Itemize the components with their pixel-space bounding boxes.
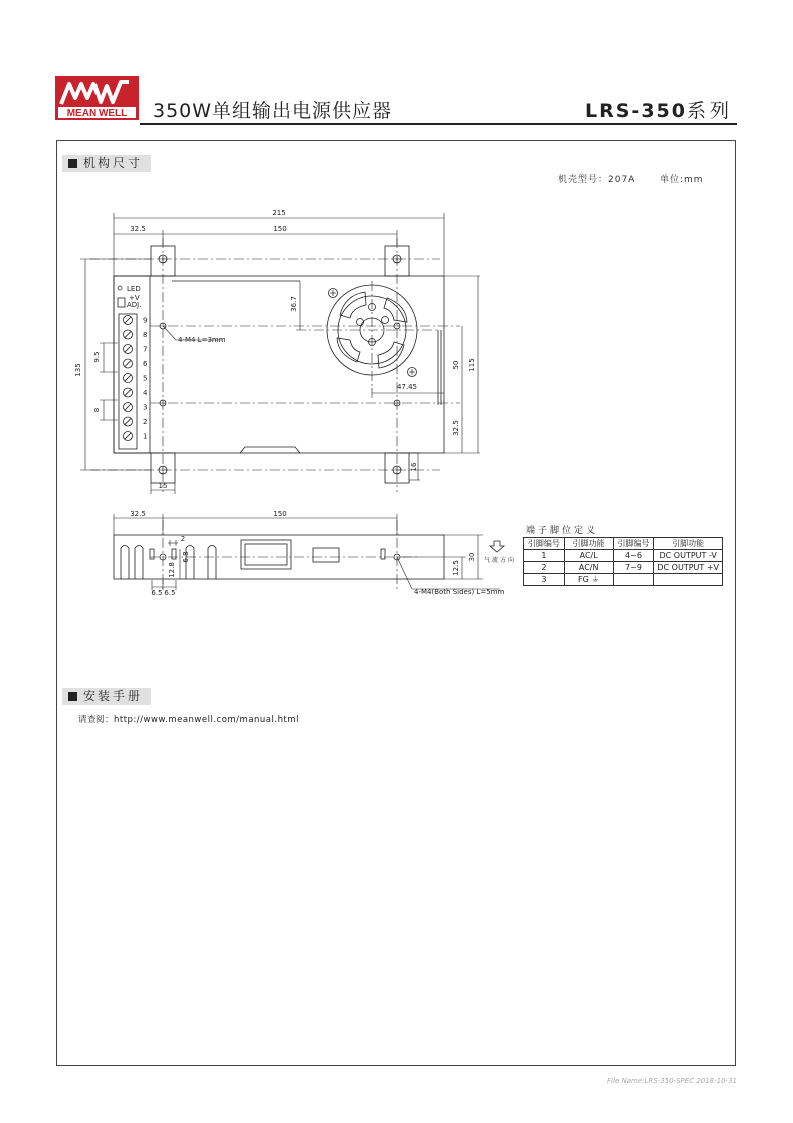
terminal-screw-slot [125, 433, 131, 439]
manual-link[interactable]: 请查阅：http://www.meanwell.com/manual.html [78, 715, 299, 725]
pin-header-3: 引脚编号 [613, 538, 654, 550]
dim-215: 215 [272, 209, 286, 217]
pin-cell: 2 [524, 562, 565, 574]
mounting-holes [159, 255, 401, 474]
terminal-number: 2 [143, 418, 148, 426]
airflow-arrow-icon [490, 541, 504, 552]
pin-cell: 3 [524, 574, 565, 586]
footer-file-name: File Name:LRS-350-SPEC 2018-10-31 [607, 1077, 737, 1085]
mean-well-logo [55, 76, 139, 120]
side-dim-6-5-b: 6.5 [164, 589, 176, 597]
dim-47-45: 47.45 [396, 383, 418, 391]
dim-36-7: 36.7 [290, 296, 298, 312]
led-label: LED [127, 285, 141, 293]
screw-note-top: 4-M4 L=3mm [178, 336, 226, 344]
terminal-screw-slot [125, 390, 131, 396]
fan-screw-crosses [330, 290, 415, 375]
plus-v-label: +V [129, 294, 140, 302]
section-dimensions-title: 机构尺寸 [83, 156, 144, 170]
section-manual-title: 安装手册 [83, 689, 144, 703]
dim-115: 115 [468, 358, 476, 372]
dim-8: 8 [93, 407, 101, 413]
pin-table [523, 537, 723, 586]
terminal-screw-slot [125, 404, 131, 410]
dim-16: 16 [410, 462, 418, 472]
pin-cell: DC OUTPUT -V [654, 550, 723, 562]
section-manual-header [62, 688, 151, 705]
terminal-number: 3 [143, 403, 148, 412]
mean-well-logo-graphic [55, 76, 139, 120]
terminal-screw-slot [125, 361, 131, 367]
series-model: LRS-350 [585, 100, 687, 122]
terminal-number: 1 [143, 432, 148, 441]
series-title [585, 96, 733, 123]
side-dim-6-8: 6.8 [182, 551, 190, 563]
side-dim-2: 2 [180, 535, 186, 543]
terminal-number: 8 [143, 331, 148, 339]
dim-32-5-right: 32.5 [452, 420, 460, 436]
pin-cell [613, 574, 654, 586]
terminal-number: 7 [143, 345, 148, 354]
terminal-screw-slot [125, 332, 131, 338]
side-view-drawing [60, 505, 530, 605]
pin-cell: AC/L [564, 550, 613, 562]
pin-cell: 7~9 [613, 562, 654, 574]
pin-cell [654, 574, 723, 586]
unit-label: 单位:mm [660, 175, 704, 185]
dim-150-top: 150 [273, 225, 287, 233]
dim-32-5-top: 32.5 [130, 225, 146, 233]
terminal-number: 5 [143, 374, 148, 383]
pin-table-header-row [524, 538, 723, 550]
section-square-icon [68, 692, 77, 701]
led-indicator [118, 286, 122, 290]
dim-15: 15 [158, 482, 168, 490]
pin-table-title: 端子脚位定义 [526, 526, 599, 536]
terminal-number: 6 [143, 360, 148, 368]
terminal-screw-slot [125, 317, 131, 323]
pin-header-2: 引脚功能 [564, 538, 613, 550]
dimension-lines [80, 213, 480, 494]
terminal-number: 4 [143, 389, 148, 397]
top-view-drawing [60, 200, 480, 500]
pin-cell: 4~6 [613, 550, 654, 562]
product-title: 350W单组输出电源供应器 [153, 100, 393, 122]
table-row [524, 562, 723, 574]
section-square-icon [68, 159, 77, 168]
side-dim-6-5-a: 6.5 [151, 589, 163, 597]
pin-cell: AC/N [564, 562, 613, 574]
pin-header-4: 引脚功能 [654, 538, 723, 550]
side-dim-32-5: 32.5 [130, 510, 146, 518]
side-dim-12-5: 12.5 [452, 560, 460, 576]
table-row [524, 550, 723, 562]
terminal-screw-slot [125, 346, 131, 352]
dim-50: 50 [452, 360, 460, 370]
pin-cell: DC OUTPUT +V [654, 562, 723, 574]
case-label: 机壳型号：207A [558, 175, 636, 185]
series-suffix: 系列 [686, 100, 733, 122]
table-row [524, 574, 723, 586]
pin-header-1: 引脚编号 [524, 538, 565, 550]
brand-name: MEAN WELL [66, 108, 128, 119]
terminal-screw-slot [125, 419, 131, 425]
side-dim-30: 30 [468, 552, 476, 562]
pin-cell: 1 [524, 550, 565, 562]
terminal-screw-slot [125, 375, 131, 381]
dim-135: 135 [74, 363, 82, 377]
side-dim-12-8: 12.8 [168, 562, 176, 578]
section-dimensions-header [62, 155, 151, 172]
terminal-number: 9 [143, 316, 148, 325]
pin-cell: FG ⏚ [564, 574, 613, 586]
header-rule [140, 123, 737, 125]
dim-9-5: 9.5 [93, 351, 101, 363]
airflow-label: 气流方向 [484, 557, 517, 564]
adj-potentiometer [118, 298, 125, 307]
side-screw-note: 4-M4(Both Sides) L=5mm [414, 588, 505, 596]
top-view-body [114, 276, 444, 453]
side-dim-150: 150 [273, 510, 287, 518]
adj-label: ADJ. [127, 301, 142, 309]
